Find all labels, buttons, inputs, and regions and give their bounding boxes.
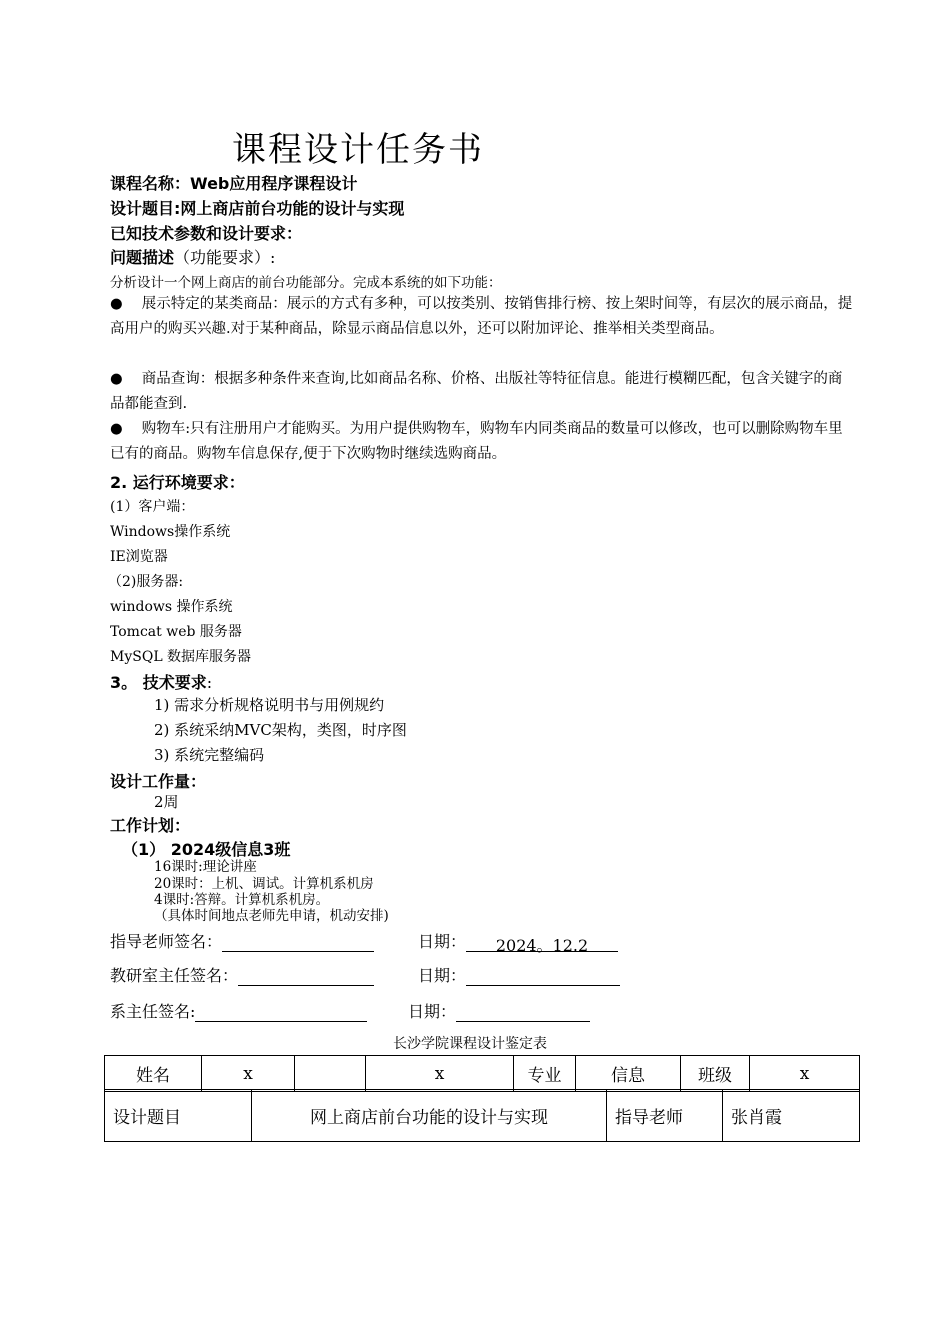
plan-class: （1） 2024级信息3班 (122, 840, 291, 859)
tech-item-2: 2) 系统采纳MVC架构，类图，时序图 (154, 721, 407, 739)
sig-advisor-line[interactable] (222, 933, 374, 952)
sig-advisor-date (418, 929, 618, 955)
env-heading: 2. 运行环境要求： (110, 473, 245, 492)
name-label-cell: 姓名 (105, 1056, 202, 1092)
table-caption: 长沙学院课程设计鉴定表 (393, 1036, 547, 1052)
table-row (105, 1090, 860, 1142)
sig-director-row (110, 963, 374, 986)
known-params-heading: 已知技术参数和设计要求： (110, 224, 303, 243)
blank-cell (295, 1056, 366, 1092)
tech-heading-rest: : (206, 673, 213, 692)
problem-desc-heading (110, 245, 275, 268)
bullet-display-products: ● 展示特定的某类商品：展示的方式有多种，可以按类别、按销售排行榜、按上架时间等，有层次的展示商品，提高用户的购买兴趣.对于某种商品，除显示商品信息以外，还可以附加评论、推举相关类型商品。 (110, 296, 853, 337)
env-client-browser: IE浏览器 (110, 549, 168, 565)
env-client-os: Windows操作系统 (110, 524, 231, 540)
plan-item-1: 16课时:理论讲座 (154, 859, 257, 875)
id-value-cell: x (366, 1056, 514, 1092)
env-client: (1）客户端： (110, 499, 195, 515)
plan-item-3: 4课时:答辩。计算机系机房。 (154, 892, 330, 908)
tech-heading (110, 670, 212, 693)
sig-director-label: 教研室主任签名： (110, 966, 239, 985)
class-label-cell: 班级 (681, 1056, 750, 1092)
evaluation-table-row2 (104, 1089, 860, 1142)
design-topic: 设计题目:网上商店前台功能的设计与实现 (110, 199, 405, 218)
bullet-shopping-cart: ● 购物车:只有注册用户才能购买。为用户提供购物车，购物车内同类商品的数量可以修改，也可以删除购物车里已有的商品。购物车信息保存,便于下次购物时继续选购商品。 (110, 421, 843, 462)
sig-dept-date-line[interactable] (456, 1003, 590, 1022)
sig-director-date-label: 日期： (418, 966, 467, 985)
advisor-value-cell: 张肖霞 (723, 1090, 860, 1142)
plan-item-2: 20课时：上机、调试。计算机系机房 (154, 876, 374, 892)
advisor-label-cell: 指导老师 (607, 1090, 723, 1142)
major-label-cell: 专业 (514, 1056, 576, 1092)
plan-heading: 工作计划： (110, 816, 191, 835)
sig-advisor-label: 指导老师签名： (110, 932, 223, 951)
topic-value-cell: 网上商店前台功能的设计与实现 (252, 1090, 607, 1142)
tech-item-3: 3) 系统完整编码 (154, 746, 265, 764)
class-value-cell: x (750, 1056, 860, 1092)
sig-director-date-line[interactable] (466, 967, 620, 986)
problem-desc-bold: 问题描述 (110, 248, 175, 267)
tech-item-1: 1) 需求分析规格说明书与用例规约 (154, 696, 385, 714)
sig-dept-label: 系主任签名: (110, 1002, 196, 1021)
evaluation-table (104, 1055, 860, 1092)
sig-director-date (418, 963, 620, 986)
sig-dept-line[interactable] (195, 1003, 367, 1022)
sig-dept-row (110, 999, 367, 1022)
topic-label-cell: 设计题目 (105, 1090, 252, 1142)
page-title: 课程设计任务书 (232, 130, 484, 170)
sig-advisor-date-label: 日期： (418, 932, 467, 951)
table-row (105, 1056, 860, 1092)
sig-dept-date (408, 999, 590, 1022)
plan-item-4: （具体时间地点老师先申请，机动安排) (154, 908, 389, 924)
env-server-web: Tomcat web 服务器 (110, 624, 242, 640)
sig-advisor-date-value[interactable]: 2024。12.2 (466, 933, 618, 952)
env-server-db: MySQL 数据库服务器 (110, 649, 252, 665)
env-server: （2)服务器: (108, 574, 184, 590)
env-server-os: windows 操作系统 (110, 599, 233, 615)
intro-text: 分析设计一个网上商店的前台功能部分。完成本系统的如下功能： (110, 275, 502, 291)
major-value-cell: 信息 (576, 1056, 681, 1092)
name-value-cell: x (202, 1056, 295, 1092)
course-name: 课程名称：Web应用程序课程设计 (110, 174, 358, 193)
workload-value: 2周 (154, 793, 179, 811)
bullet-product-search: ● 商品查询：根据多种条件来查询,比如商品名称、价格、出版社等特征信息。能进行模糊匹配，包含关键字的商品都能查到. (110, 371, 843, 412)
problem-desc-rest: （功能要求）: (174, 248, 276, 267)
sig-advisor-row (110, 929, 374, 952)
sig-dept-date-label: 日期： (408, 1002, 457, 1021)
tech-heading-bold: 3。 技术要求 (110, 673, 207, 692)
workload-heading: 设计工作量： (110, 772, 207, 791)
sig-director-line[interactable] (238, 967, 374, 986)
